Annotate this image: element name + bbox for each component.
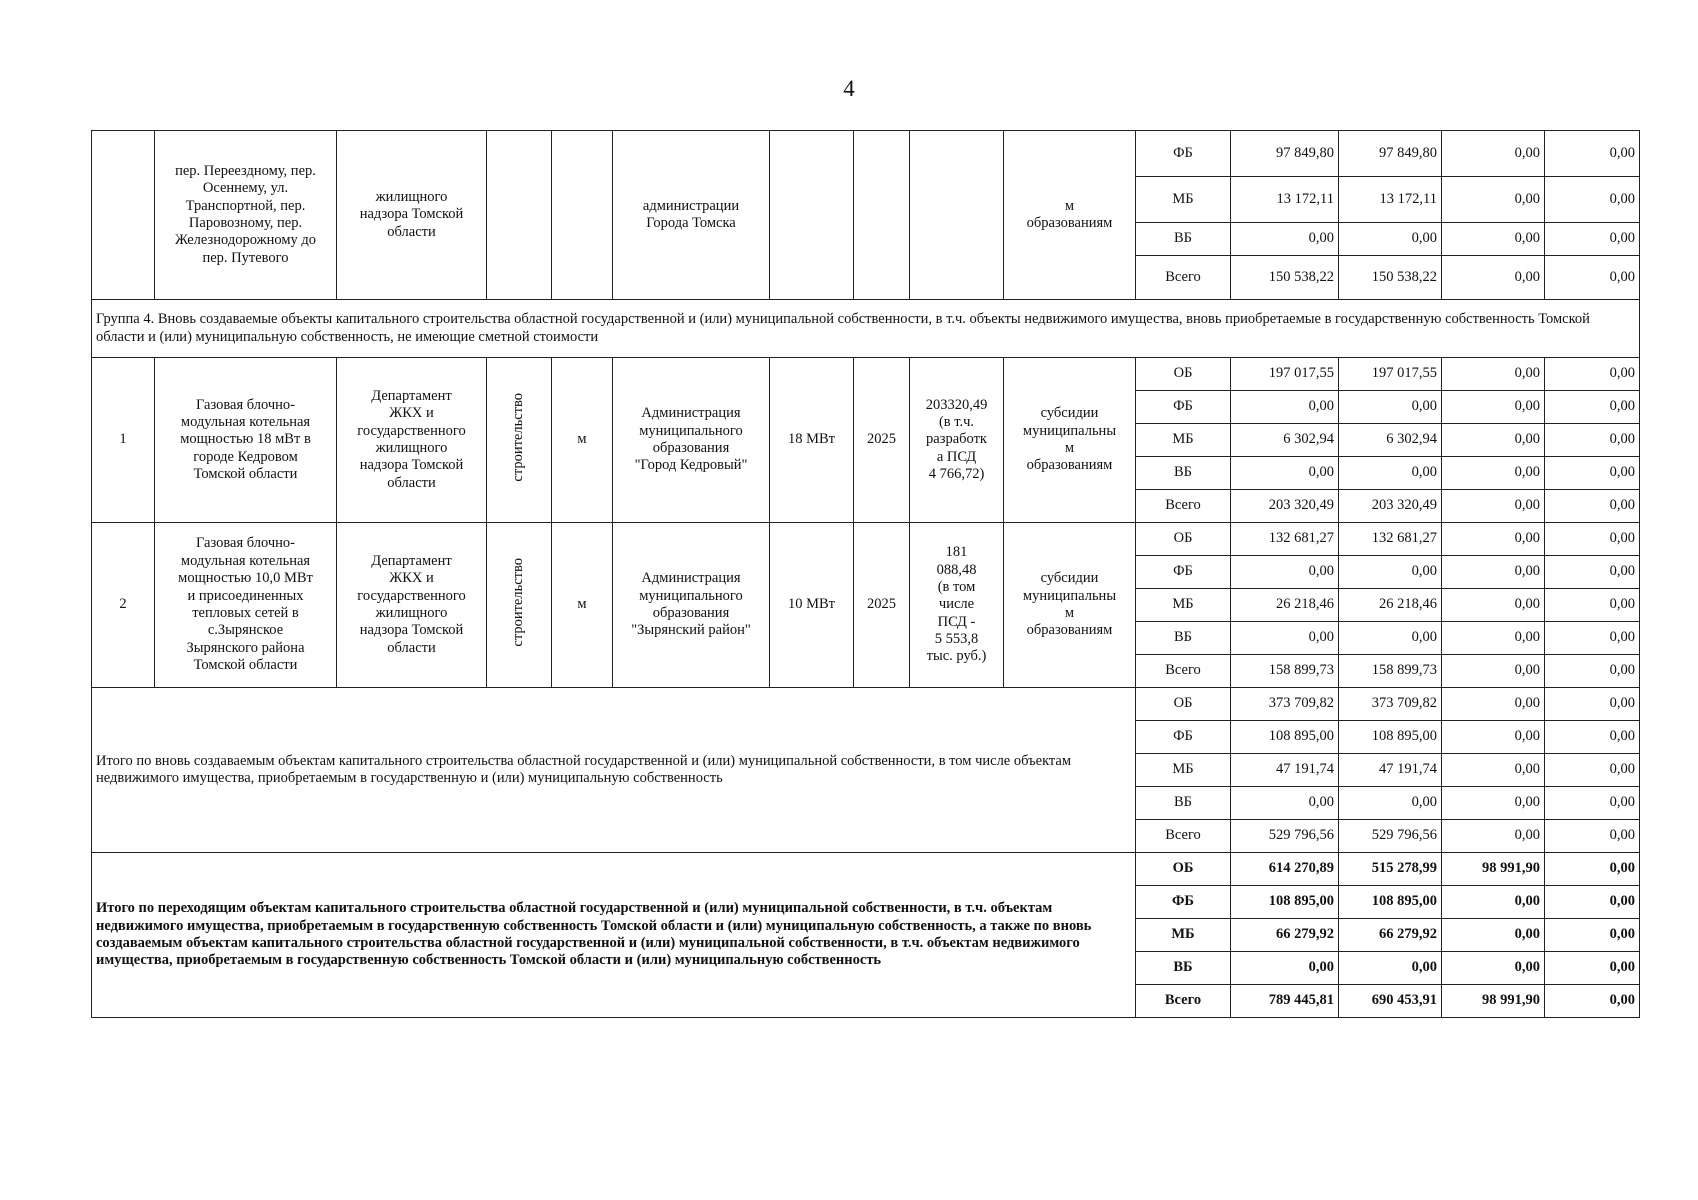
value-cell: 0,00 — [1545, 688, 1640, 721]
value-cell: 0,00 — [1442, 358, 1545, 391]
project-type-label: строительство — [510, 393, 527, 482]
source-cell: ФБ — [1136, 886, 1231, 919]
value-cell: 0,00 — [1231, 787, 1339, 820]
source-cell: ОБ — [1136, 523, 1231, 556]
value-cell: 0,00 — [1545, 589, 1640, 622]
group4-heading: Группа 4. Вновь создаваемые объекты капитального строительства областной государственной и (или) муниципальной собственности, в т.ч. объекты недвижимого имущества, вновь приобретаемые в государственную собственность Томской области и (или) муниципальную собственность, не имеющие сметной стоимости — [92, 300, 1640, 358]
value-cell: 0,00 — [1231, 556, 1339, 589]
project-cost: 181 088,48 (в том числе ПСД - 5 553,8 тыс. руб.) — [910, 523, 1004, 688]
investment-table — [91, 130, 1640, 1018]
project-year: 2025 — [854, 523, 910, 688]
value-cell: 0,00 — [1442, 622, 1545, 655]
value-cell: 108 895,00 — [1339, 886, 1442, 919]
project-executor: Администрация муниципального образования "Город Кедровый" — [613, 358, 770, 523]
source-cell: Всего — [1136, 490, 1231, 523]
value-cell: 0,00 — [1231, 457, 1339, 490]
value-cell: 0,00 — [1442, 177, 1545, 223]
cont-form-cell: м образованиям — [1004, 131, 1136, 300]
value-cell: 203 320,49 — [1339, 490, 1442, 523]
value-cell: 0,00 — [1545, 490, 1640, 523]
project-ownership: м — [552, 523, 613, 688]
value-cell: 13 172,11 — [1339, 177, 1442, 223]
value-cell: 0,00 — [1545, 820, 1640, 853]
source-cell: ФБ — [1136, 721, 1231, 754]
value-cell: 0,00 — [1545, 886, 1640, 919]
value-cell: 98 991,90 — [1442, 985, 1545, 1018]
project-customer: Департамент ЖКХ и государственного жилищного надзора Томской области — [337, 358, 487, 523]
value-cell: 47 191,74 — [1231, 754, 1339, 787]
value-cell: 0,00 — [1545, 754, 1640, 787]
project-type — [487, 523, 552, 688]
value-cell: 97 849,80 — [1231, 131, 1339, 177]
value-cell: 614 270,89 — [1231, 853, 1339, 886]
value-cell: 0,00 — [1545, 256, 1640, 300]
source-cell: ФБ — [1136, 391, 1231, 424]
project-object: Газовая блочно- модульная котельная мощностью 18 мВт в городе Кедровом Томской области — [155, 358, 337, 523]
value-cell: 0,00 — [1545, 556, 1640, 589]
value-cell: 0,00 — [1545, 131, 1640, 177]
value-cell: 26 218,46 — [1339, 589, 1442, 622]
value-cell: 0,00 — [1545, 457, 1640, 490]
grand-total-label: Итого по переходящим объектам капитального строительства областной государственной и (или) муниципальной собственности, в т.ч. объектам недвижимого имущества, приобретаемым в государственную собственность Томской области и (или) муниципальную собственность, а также по вновь создаваемым объектам капитального строительства областной государственной и (или) муниципальной собственности, в т.ч. объектам недвижимого имущества, приобретаемым в государственную собственность Томской области и (или) муниципальную собственность — [92, 853, 1136, 1018]
value-cell: 98 991,90 — [1442, 853, 1545, 886]
source-cell: ВБ — [1136, 952, 1231, 985]
value-cell: 0,00 — [1339, 223, 1442, 256]
cont-customer-cell: жилищного надзора Томской области — [337, 131, 487, 300]
value-cell: 0,00 — [1442, 754, 1545, 787]
value-cell: 108 895,00 — [1231, 886, 1339, 919]
project-capacity: 18 МВт — [770, 358, 854, 523]
value-cell: 0,00 — [1339, 622, 1442, 655]
value-cell: 0,00 — [1442, 787, 1545, 820]
value-cell: 0,00 — [1545, 391, 1640, 424]
value-cell: 0,00 — [1442, 391, 1545, 424]
value-cell: 132 681,27 — [1231, 523, 1339, 556]
value-cell: 0,00 — [1231, 952, 1339, 985]
value-cell: 0,00 — [1442, 820, 1545, 853]
cont-type-cell — [487, 131, 552, 300]
source-cell: ВБ — [1136, 223, 1231, 256]
value-cell: 0,00 — [1442, 721, 1545, 754]
value-cell: 0,00 — [1442, 556, 1545, 589]
value-cell: 0,00 — [1545, 787, 1640, 820]
value-cell: 690 453,91 — [1339, 985, 1442, 1018]
value-cell: 0,00 — [1339, 787, 1442, 820]
value-cell: 0,00 — [1231, 223, 1339, 256]
project-cost: 203320,49 (в т.ч. разработк а ПСД 4 766,72) — [910, 358, 1004, 523]
value-cell: 0,00 — [1442, 919, 1545, 952]
source-cell: ФБ — [1136, 556, 1231, 589]
value-cell: 158 899,73 — [1339, 655, 1442, 688]
value-cell: 197 017,55 — [1231, 358, 1339, 391]
project-year: 2025 — [854, 358, 910, 523]
value-cell: 0,00 — [1545, 358, 1640, 391]
project-executor: Администрация муниципального образования "Зырянский район" — [613, 523, 770, 688]
value-cell: 26 218,46 — [1231, 589, 1339, 622]
value-cell: 0,00 — [1442, 952, 1545, 985]
value-cell: 0,00 — [1545, 919, 1640, 952]
source-cell: МБ — [1136, 424, 1231, 457]
value-cell: 0,00 — [1442, 589, 1545, 622]
value-cell: 0,00 — [1545, 952, 1640, 985]
value-cell: 108 895,00 — [1231, 721, 1339, 754]
project-type — [487, 358, 552, 523]
value-cell: 150 538,22 — [1339, 256, 1442, 300]
value-cell: 197 017,55 — [1339, 358, 1442, 391]
value-cell: 515 278,99 — [1339, 853, 1442, 886]
value-cell: 529 796,56 — [1339, 820, 1442, 853]
value-cell: 0,00 — [1545, 655, 1640, 688]
value-cell: 132 681,27 — [1339, 523, 1442, 556]
value-cell: 0,00 — [1442, 457, 1545, 490]
source-cell: ВБ — [1136, 457, 1231, 490]
source-cell: ВБ — [1136, 787, 1231, 820]
page-number: 4 — [843, 76, 855, 101]
value-cell: 97 849,80 — [1339, 131, 1442, 177]
value-cell: 158 899,73 — [1231, 655, 1339, 688]
value-cell: 0,00 — [1442, 223, 1545, 256]
value-cell: 108 895,00 — [1339, 721, 1442, 754]
value-cell: 66 279,92 — [1339, 919, 1442, 952]
value-cell: 0,00 — [1339, 457, 1442, 490]
source-cell: ОБ — [1136, 688, 1231, 721]
project-number: 1 — [92, 358, 155, 523]
cont-object-cell: пер. Переездному, пер. Осеннему, ул. Транспортной, пер. Паровозному, пер. Железнодорожному до пер. Путевого — [155, 131, 337, 300]
value-cell: 0,00 — [1339, 391, 1442, 424]
project-form: субсидии муниципальны м образованиям — [1004, 358, 1136, 523]
project-form: субсидии муниципальны м образованиям — [1004, 523, 1136, 688]
value-cell: 0,00 — [1545, 721, 1640, 754]
source-cell: МБ — [1136, 177, 1231, 223]
value-cell: 0,00 — [1339, 952, 1442, 985]
project-ownership: м — [552, 358, 613, 523]
source-cell: Всего — [1136, 655, 1231, 688]
source-cell: ФБ — [1136, 131, 1231, 177]
value-cell: 0,00 — [1231, 391, 1339, 424]
value-cell: 0,00 — [1545, 424, 1640, 457]
value-cell: 6 302,94 — [1231, 424, 1339, 457]
value-cell: 789 445,81 — [1231, 985, 1339, 1018]
source-cell: Всего — [1136, 985, 1231, 1018]
cont-cost-cell — [910, 131, 1004, 300]
value-cell: 0,00 — [1545, 853, 1640, 886]
value-cell: 373 709,82 — [1231, 688, 1339, 721]
value-cell: 0,00 — [1442, 131, 1545, 177]
value-cell: 0,00 — [1442, 424, 1545, 457]
project-customer: Департамент ЖКХ и государственного жилищного надзора Томской области — [337, 523, 487, 688]
value-cell: 0,00 — [1442, 490, 1545, 523]
value-cell: 0,00 — [1442, 886, 1545, 919]
value-cell: 0,00 — [1442, 256, 1545, 300]
total-new-label: Итого по вновь создаваемым объектам капитального строительства областной государственной и (или) муниципальной собственности, в том числе объектам недвижимого имущества, приобретаемым в государственную и (или) муниципальную собственность — [92, 688, 1136, 853]
value-cell: 0,00 — [1442, 688, 1545, 721]
value-cell: 0,00 — [1339, 556, 1442, 589]
value-cell: 6 302,94 — [1339, 424, 1442, 457]
cont-capacity-cell — [770, 131, 854, 300]
source-cell: ОБ — [1136, 358, 1231, 391]
value-cell: 47 191,74 — [1339, 754, 1442, 787]
value-cell: 373 709,82 — [1339, 688, 1442, 721]
value-cell: 0,00 — [1545, 622, 1640, 655]
project-capacity: 10 МВт — [770, 523, 854, 688]
source-cell: ОБ — [1136, 853, 1231, 886]
value-cell: 0,00 — [1231, 622, 1339, 655]
cont-ownership-cell — [552, 131, 613, 300]
value-cell: 13 172,11 — [1231, 177, 1339, 223]
cont-year-cell — [854, 131, 910, 300]
project-object: Газовая блочно- модульная котельная мощностью 10,0 МВт и присоединенных тепловых сетей в с.Зырянское Зырянского района Томской области — [155, 523, 337, 688]
value-cell: 150 538,22 — [1231, 256, 1339, 300]
source-cell: ВБ — [1136, 622, 1231, 655]
source-cell: МБ — [1136, 589, 1231, 622]
value-cell: 0,00 — [1545, 223, 1640, 256]
source-cell: МБ — [1136, 919, 1231, 952]
value-cell: 529 796,56 — [1231, 820, 1339, 853]
source-cell: МБ — [1136, 754, 1231, 787]
cont-num-cell — [92, 131, 155, 300]
project-type-label: строительство — [510, 558, 527, 647]
source-cell: Всего — [1136, 820, 1231, 853]
value-cell: 203 320,49 — [1231, 490, 1339, 523]
value-cell: 0,00 — [1545, 177, 1640, 223]
cont-executor-cell: администрации Города Томска — [613, 131, 770, 300]
value-cell: 0,00 — [1442, 655, 1545, 688]
project-number: 2 — [92, 523, 155, 688]
value-cell: 66 279,92 — [1231, 919, 1339, 952]
source-cell: Всего — [1136, 256, 1231, 300]
value-cell: 0,00 — [1545, 523, 1640, 556]
value-cell: 0,00 — [1545, 985, 1640, 1018]
value-cell: 0,00 — [1442, 523, 1545, 556]
